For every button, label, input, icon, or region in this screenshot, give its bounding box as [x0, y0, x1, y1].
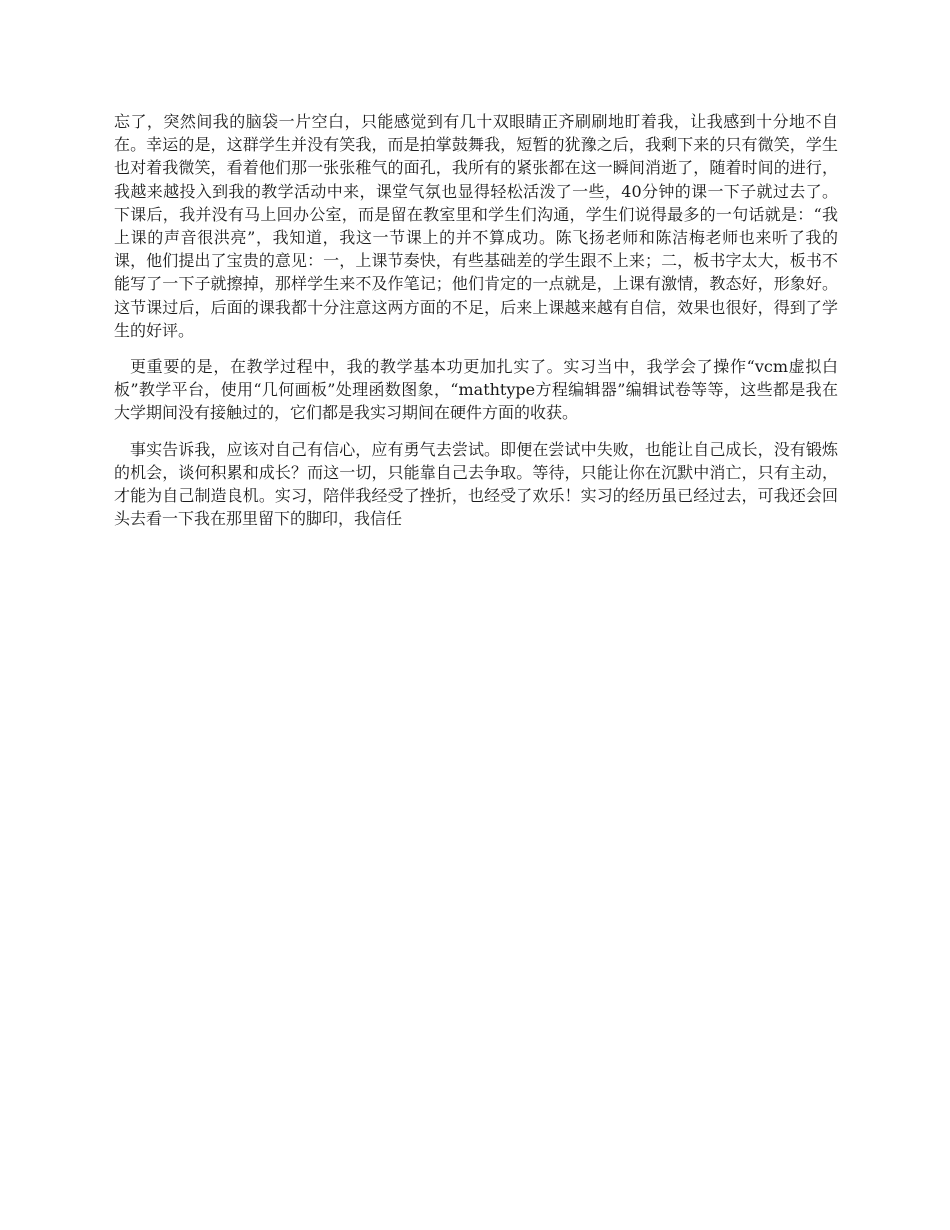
paragraph-3: 事实告诉我，应该对自己有信心，应有勇气去尝试。即便在尝试中失败，也能让自己成长，没有锻炼的机会，谈何积累和成长？而这一切，只能靠自己去争取。等待，只能让你在沉默中消亡，只有主动，才能为自己制造良机。实习，陪伴我经受了挫折，也经受了欢乐！实习的经历虽已经过去，可我还会回头去看一下我在那里留下的脚印，我信任 — [114, 439, 838, 529]
paragraph-2: 更重要的是，在教学过程中，我的教学基本功更加扎实了。实习当中，我学会了操作“vcm虚拟白板”教学平台，使用“几何画板”处理函数图象，“mathtype方程编辑器”编辑试卷等等，这些都是我在大学期间没有接触过的，它们都是我实习期间在硬件方面的收获。 — [114, 357, 838, 423]
paragraph-1: 忘了，突然间我的脑袋一片空白，只能感觉到有几十双眼睛正齐刷刷地盯着我，让我感到十分地不自在。幸运的是，这群学生并没有笑我，而是拍掌鼓舞我，短暂的犹豫之后，我剩下来的只有微笑，学生也对着我微笑，看着他们那一张张稚气的面孔，我所有的紧张都在这一瞬间消逝了，随着时间的进行，我越来越投入到我的教学活动中来，课堂气氛也显得轻松活泼了一些，40分钟的课一下子就过去了。下课后，我并没有马上回办公室，而是留在教室里和学生们沟通，学生们说得最多的一句话就是：“我上课的声音很洪亮”，我知道，我这一节课上的并不算成功。陈飞扬老师和陈洁梅老师也来听了我的课，他们提出了宝贵的意见：一，上课节奏快，有些基础差的学生跟不上来；二，板书字太大，板书不能写了一下子就擦掉，那样学生来不及作笔记；他们肯定的一点就是，上课有激情，教态好，形象好。这节课过后，后面的课我都十分注意这两方面的不足，后来上课越来越有自信，效果也很好，得到了学生的好评。 — [114, 112, 838, 340]
document-body — [114, 110, 838, 543]
